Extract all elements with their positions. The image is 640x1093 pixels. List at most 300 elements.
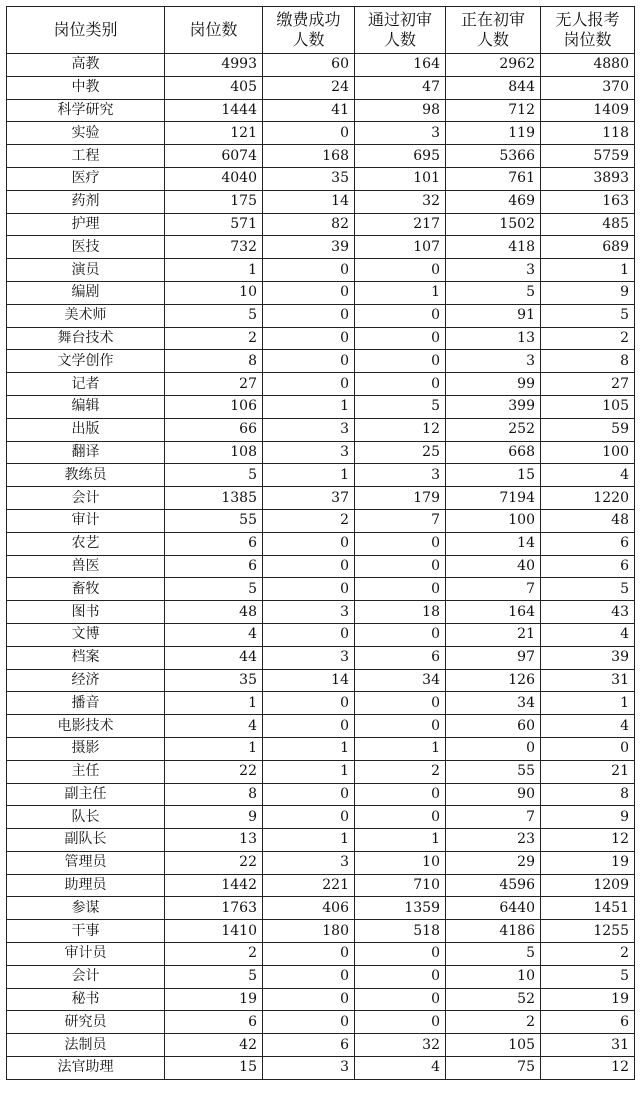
cell-no-applicant: 1220 <box>541 487 635 510</box>
table-row <box>7 988 635 1011</box>
cell-reviewing: 4186 <box>446 920 541 943</box>
cell-paid: 39 <box>263 236 355 259</box>
cell-paid: 0 <box>263 327 355 350</box>
cell-reviewing: 105 <box>446 1034 541 1057</box>
cell-category: 美术师 <box>7 304 165 327</box>
cell-approved: 6 <box>355 646 446 669</box>
cell-no-applicant: 8 <box>541 350 635 373</box>
header-category: 岗位类别 <box>7 7 165 54</box>
cell-positions: 4 <box>165 715 263 738</box>
cell-reviewing: 10 <box>446 965 541 988</box>
cell-reviewing: 5 <box>446 943 541 966</box>
cell-approved: 5 <box>355 395 446 418</box>
cell-category: 编辑 <box>7 395 165 418</box>
cell-no-applicant: 1 <box>541 692 635 715</box>
cell-paid: 0 <box>263 783 355 806</box>
cell-paid: 35 <box>263 167 355 190</box>
cell-approved: 12 <box>355 418 446 441</box>
cell-positions: 1 <box>165 692 263 715</box>
table-row <box>7 578 635 601</box>
table-row <box>7 943 635 966</box>
cell-category: 播音 <box>7 692 165 715</box>
table-row <box>7 555 635 578</box>
cell-reviewing: 97 <box>446 646 541 669</box>
cell-no-applicant: 689 <box>541 236 635 259</box>
table-row <box>7 464 635 487</box>
cell-category: 医疗 <box>7 167 165 190</box>
cell-reviewing: 75 <box>446 1057 541 1080</box>
cell-reviewing: 668 <box>446 441 541 464</box>
cell-category: 会计 <box>7 487 165 510</box>
cell-approved: 518 <box>355 920 446 943</box>
cell-approved: 710 <box>355 874 446 897</box>
cell-category: 药剂 <box>7 190 165 213</box>
cell-approved: 0 <box>355 988 446 1011</box>
cell-positions: 35 <box>165 669 263 692</box>
cell-reviewing: 844 <box>446 76 541 99</box>
cell-no-applicant: 19 <box>541 988 635 1011</box>
cell-paid: 14 <box>263 190 355 213</box>
cell-paid: 0 <box>263 304 355 327</box>
cell-reviewing: 469 <box>446 190 541 213</box>
table-row <box>7 1034 635 1057</box>
cell-no-applicant: 485 <box>541 213 635 236</box>
cell-reviewing: 712 <box>446 99 541 122</box>
cell-no-applicant: 8 <box>541 783 635 806</box>
cell-reviewing: 126 <box>446 669 541 692</box>
cell-reviewing: 252 <box>446 418 541 441</box>
cell-paid: 1 <box>263 395 355 418</box>
cell-approved: 25 <box>355 441 446 464</box>
cell-no-applicant: 6 <box>541 555 635 578</box>
cell-positions: 5 <box>165 965 263 988</box>
cell-paid: 0 <box>263 122 355 145</box>
cell-category: 参谋 <box>7 897 165 920</box>
cell-positions: 27 <box>165 373 263 396</box>
cell-category: 管理员 <box>7 851 165 874</box>
table-row <box>7 646 635 669</box>
cell-approved: 32 <box>355 190 446 213</box>
cell-paid: 0 <box>263 943 355 966</box>
cell-approved: 0 <box>355 783 446 806</box>
cell-reviewing: 2962 <box>446 54 541 77</box>
table-row <box>7 692 635 715</box>
table-row <box>7 806 635 829</box>
cell-paid: 0 <box>263 281 355 304</box>
table-row <box>7 897 635 920</box>
cell-positions: 106 <box>165 395 263 418</box>
table-row <box>7 920 635 943</box>
cell-positions: 1 <box>165 259 263 282</box>
cell-no-applicant: 2 <box>541 943 635 966</box>
cell-no-applicant: 19 <box>541 851 635 874</box>
table-row <box>7 1011 635 1034</box>
table-row <box>7 54 635 77</box>
cell-positions: 5 <box>165 578 263 601</box>
cell-category: 医技 <box>7 236 165 259</box>
cell-positions: 42 <box>165 1034 263 1057</box>
cell-positions: 1763 <box>165 897 263 920</box>
cell-reviewing: 399 <box>446 395 541 418</box>
cell-reviewing: 52 <box>446 988 541 1011</box>
cell-paid: 0 <box>263 373 355 396</box>
header-reviewing: 正在初审 人数 <box>446 7 541 54</box>
table-row <box>7 1057 635 1080</box>
cell-reviewing: 0 <box>446 737 541 760</box>
cell-positions: 22 <box>165 760 263 783</box>
cell-category: 农艺 <box>7 532 165 555</box>
cell-category: 工程 <box>7 145 165 168</box>
cell-paid: 0 <box>263 623 355 646</box>
table-row <box>7 76 635 99</box>
cell-category: 编剧 <box>7 281 165 304</box>
cell-category: 护理 <box>7 213 165 236</box>
table-row <box>7 304 635 327</box>
table-row <box>7 259 635 282</box>
cell-positions: 2 <box>165 327 263 350</box>
cell-no-applicant: 12 <box>541 1057 635 1080</box>
cell-positions: 5 <box>165 464 263 487</box>
cell-reviewing: 100 <box>446 509 541 532</box>
cell-category: 高教 <box>7 54 165 77</box>
cell-positions: 6 <box>165 532 263 555</box>
cell-approved: 18 <box>355 601 446 624</box>
cell-approved: 0 <box>355 692 446 715</box>
header-no-applicant: 无人报考 岗位数 <box>541 7 635 54</box>
cell-paid: 24 <box>263 76 355 99</box>
cell-approved: 47 <box>355 76 446 99</box>
cell-no-applicant: 5 <box>541 965 635 988</box>
cell-no-applicant: 1409 <box>541 99 635 122</box>
cell-category: 经济 <box>7 669 165 692</box>
cell-no-applicant: 5759 <box>541 145 635 168</box>
cell-paid: 3 <box>263 601 355 624</box>
cell-category: 队长 <box>7 806 165 829</box>
cell-approved: 4 <box>355 1057 446 1080</box>
cell-positions: 2 <box>165 943 263 966</box>
cell-category: 摄影 <box>7 737 165 760</box>
table-row <box>7 395 635 418</box>
cell-approved: 0 <box>355 806 446 829</box>
cell-paid: 0 <box>263 988 355 1011</box>
cell-paid: 0 <box>263 692 355 715</box>
cell-category: 副主任 <box>7 783 165 806</box>
cell-reviewing: 14 <box>446 532 541 555</box>
cell-positions: 4 <box>165 623 263 646</box>
cell-reviewing: 5 <box>446 281 541 304</box>
cell-paid: 0 <box>263 532 355 555</box>
cell-positions: 8 <box>165 350 263 373</box>
cell-no-applicant: 2 <box>541 327 635 350</box>
cell-approved: 0 <box>355 578 446 601</box>
table-row <box>7 851 635 874</box>
cell-positions: 44 <box>165 646 263 669</box>
cell-approved: 0 <box>355 943 446 966</box>
cell-paid: 0 <box>263 965 355 988</box>
cell-no-applicant: 1209 <box>541 874 635 897</box>
cell-reviewing: 60 <box>446 715 541 738</box>
cell-no-applicant: 43 <box>541 601 635 624</box>
cell-positions: 22 <box>165 851 263 874</box>
cell-reviewing: 23 <box>446 829 541 852</box>
table-row <box>7 737 635 760</box>
cell-paid: 0 <box>263 555 355 578</box>
cell-no-applicant: 9 <box>541 806 635 829</box>
cell-approved: 98 <box>355 99 446 122</box>
position-stats-table <box>6 6 635 1080</box>
cell-approved: 0 <box>355 715 446 738</box>
cell-approved: 0 <box>355 555 446 578</box>
cell-category: 图书 <box>7 601 165 624</box>
cell-approved: 7 <box>355 509 446 532</box>
cell-paid: 221 <box>263 874 355 897</box>
cell-approved: 1 <box>355 829 446 852</box>
cell-paid: 3 <box>263 1057 355 1080</box>
cell-positions: 19 <box>165 988 263 1011</box>
cell-positions: 6 <box>165 555 263 578</box>
cell-approved: 164 <box>355 54 446 77</box>
cell-category: 兽医 <box>7 555 165 578</box>
cell-reviewing: 13 <box>446 327 541 350</box>
cell-no-applicant: 12 <box>541 829 635 852</box>
cell-paid: 14 <box>263 669 355 692</box>
cell-category: 副队长 <box>7 829 165 852</box>
cell-reviewing: 418 <box>446 236 541 259</box>
cell-paid: 41 <box>263 99 355 122</box>
cell-paid: 1 <box>263 464 355 487</box>
cell-no-applicant: 0 <box>541 737 635 760</box>
cell-no-applicant: 5 <box>541 578 635 601</box>
cell-category: 档案 <box>7 646 165 669</box>
table-row <box>7 281 635 304</box>
header-paid: 缴费成功 人数 <box>263 7 355 54</box>
cell-reviewing: 761 <box>446 167 541 190</box>
cell-category: 电影技术 <box>7 715 165 738</box>
cell-positions: 15 <box>165 1057 263 1080</box>
cell-category: 科学研究 <box>7 99 165 122</box>
table-row <box>7 623 635 646</box>
table-row <box>7 601 635 624</box>
cell-positions: 108 <box>165 441 263 464</box>
cell-category: 主任 <box>7 760 165 783</box>
cell-category: 演员 <box>7 259 165 282</box>
cell-no-applicant: 370 <box>541 76 635 99</box>
cell-positions: 9 <box>165 806 263 829</box>
cell-category: 中教 <box>7 76 165 99</box>
cell-no-applicant: 4 <box>541 464 635 487</box>
table-row <box>7 715 635 738</box>
cell-paid: 0 <box>263 578 355 601</box>
cell-no-applicant: 6 <box>541 1011 635 1034</box>
cell-paid: 1 <box>263 737 355 760</box>
cell-paid: 3 <box>263 851 355 874</box>
table-row <box>7 190 635 213</box>
cell-no-applicant: 163 <box>541 190 635 213</box>
table-row <box>7 965 635 988</box>
cell-paid: 0 <box>263 350 355 373</box>
cell-category: 助理员 <box>7 874 165 897</box>
table-row <box>7 441 635 464</box>
cell-paid: 0 <box>263 1011 355 1034</box>
cell-category: 研究员 <box>7 1011 165 1034</box>
cell-approved: 0 <box>355 304 446 327</box>
cell-paid: 1 <box>263 829 355 852</box>
cell-paid: 406 <box>263 897 355 920</box>
cell-reviewing: 91 <box>446 304 541 327</box>
cell-category: 畜牧 <box>7 578 165 601</box>
cell-category: 实验 <box>7 122 165 145</box>
cell-positions: 1385 <box>165 487 263 510</box>
cell-no-applicant: 59 <box>541 418 635 441</box>
cell-no-applicant: 31 <box>541 669 635 692</box>
cell-no-applicant: 39 <box>541 646 635 669</box>
cell-paid: 0 <box>263 715 355 738</box>
cell-category: 翻译 <box>7 441 165 464</box>
header-positions: 岗位数 <box>165 7 263 54</box>
table-row <box>7 783 635 806</box>
cell-paid: 168 <box>263 145 355 168</box>
table-row <box>7 487 635 510</box>
table-row <box>7 167 635 190</box>
table-row <box>7 669 635 692</box>
cell-paid: 3 <box>263 418 355 441</box>
cell-category: 法官助理 <box>7 1057 165 1080</box>
cell-positions: 405 <box>165 76 263 99</box>
cell-positions: 175 <box>165 190 263 213</box>
cell-reviewing: 119 <box>446 122 541 145</box>
cell-no-applicant: 105 <box>541 395 635 418</box>
cell-positions: 1442 <box>165 874 263 897</box>
cell-reviewing: 29 <box>446 851 541 874</box>
cell-approved: 3 <box>355 122 446 145</box>
cell-paid: 3 <box>263 441 355 464</box>
table-row <box>7 99 635 122</box>
table-row <box>7 122 635 145</box>
cell-reviewing: 40 <box>446 555 541 578</box>
cell-positions: 732 <box>165 236 263 259</box>
header-row <box>7 7 635 54</box>
cell-positions: 571 <box>165 213 263 236</box>
cell-paid: 37 <box>263 487 355 510</box>
cell-no-applicant: 3893 <box>541 167 635 190</box>
cell-approved: 0 <box>355 623 446 646</box>
cell-positions: 1410 <box>165 920 263 943</box>
cell-approved: 10 <box>355 851 446 874</box>
cell-category: 舞台技术 <box>7 327 165 350</box>
cell-category: 审计员 <box>7 943 165 966</box>
cell-approved: 217 <box>355 213 446 236</box>
cell-no-applicant: 6 <box>541 532 635 555</box>
cell-positions: 4993 <box>165 54 263 77</box>
table-header <box>7 7 635 54</box>
header-approved: 通过初审 人数 <box>355 7 446 54</box>
table-body <box>7 54 635 1080</box>
cell-no-applicant: 48 <box>541 509 635 532</box>
cell-no-applicant: 118 <box>541 122 635 145</box>
cell-no-applicant: 21 <box>541 760 635 783</box>
cell-reviewing: 4596 <box>446 874 541 897</box>
cell-paid: 60 <box>263 54 355 77</box>
cell-category: 文博 <box>7 623 165 646</box>
cell-category: 审计 <box>7 509 165 532</box>
cell-reviewing: 7194 <box>446 487 541 510</box>
cell-positions: 6074 <box>165 145 263 168</box>
cell-reviewing: 15 <box>446 464 541 487</box>
cell-approved: 34 <box>355 669 446 692</box>
cell-category: 法制员 <box>7 1034 165 1057</box>
table-row <box>7 532 635 555</box>
cell-no-applicant: 9 <box>541 281 635 304</box>
table-row <box>7 760 635 783</box>
cell-reviewing: 2 <box>446 1011 541 1034</box>
cell-no-applicant: 4880 <box>541 54 635 77</box>
cell-approved: 32 <box>355 1034 446 1057</box>
cell-approved: 0 <box>355 259 446 282</box>
cell-paid: 2 <box>263 509 355 532</box>
cell-no-applicant: 100 <box>541 441 635 464</box>
cell-reviewing: 7 <box>446 578 541 601</box>
cell-approved: 1359 <box>355 897 446 920</box>
cell-approved: 179 <box>355 487 446 510</box>
cell-approved: 695 <box>355 145 446 168</box>
cell-positions: 10 <box>165 281 263 304</box>
cell-reviewing: 55 <box>446 760 541 783</box>
cell-approved: 107 <box>355 236 446 259</box>
cell-positions: 8 <box>165 783 263 806</box>
cell-approved: 2 <box>355 760 446 783</box>
table-row <box>7 373 635 396</box>
cell-paid: 1 <box>263 760 355 783</box>
cell-no-applicant: 1255 <box>541 920 635 943</box>
cell-reviewing: 34 <box>446 692 541 715</box>
cell-reviewing: 1502 <box>446 213 541 236</box>
cell-reviewing: 3 <box>446 259 541 282</box>
cell-reviewing: 99 <box>446 373 541 396</box>
cell-category: 秘书 <box>7 988 165 1011</box>
cell-reviewing: 5366 <box>446 145 541 168</box>
table-row <box>7 213 635 236</box>
table-row <box>7 829 635 852</box>
cell-positions: 121 <box>165 122 263 145</box>
cell-reviewing: 21 <box>446 623 541 646</box>
cell-category: 文学创作 <box>7 350 165 373</box>
cell-category: 教练员 <box>7 464 165 487</box>
cell-positions: 5 <box>165 304 263 327</box>
table-row <box>7 327 635 350</box>
cell-no-applicant: 4 <box>541 623 635 646</box>
cell-positions: 1 <box>165 737 263 760</box>
cell-approved: 0 <box>355 965 446 988</box>
cell-reviewing: 7 <box>446 806 541 829</box>
cell-reviewing: 3 <box>446 350 541 373</box>
cell-approved: 3 <box>355 464 446 487</box>
cell-approved: 0 <box>355 1011 446 1034</box>
cell-no-applicant: 4 <box>541 715 635 738</box>
cell-paid: 180 <box>263 920 355 943</box>
cell-reviewing: 164 <box>446 601 541 624</box>
table-row <box>7 509 635 532</box>
cell-positions: 1444 <box>165 99 263 122</box>
cell-no-applicant: 1 <box>541 259 635 282</box>
cell-approved: 1 <box>355 737 446 760</box>
cell-category: 记者 <box>7 373 165 396</box>
cell-category: 会计 <box>7 965 165 988</box>
cell-paid: 6 <box>263 1034 355 1057</box>
cell-approved: 1 <box>355 281 446 304</box>
cell-reviewing: 6440 <box>446 897 541 920</box>
cell-positions: 6 <box>165 1011 263 1034</box>
cell-positions: 48 <box>165 601 263 624</box>
